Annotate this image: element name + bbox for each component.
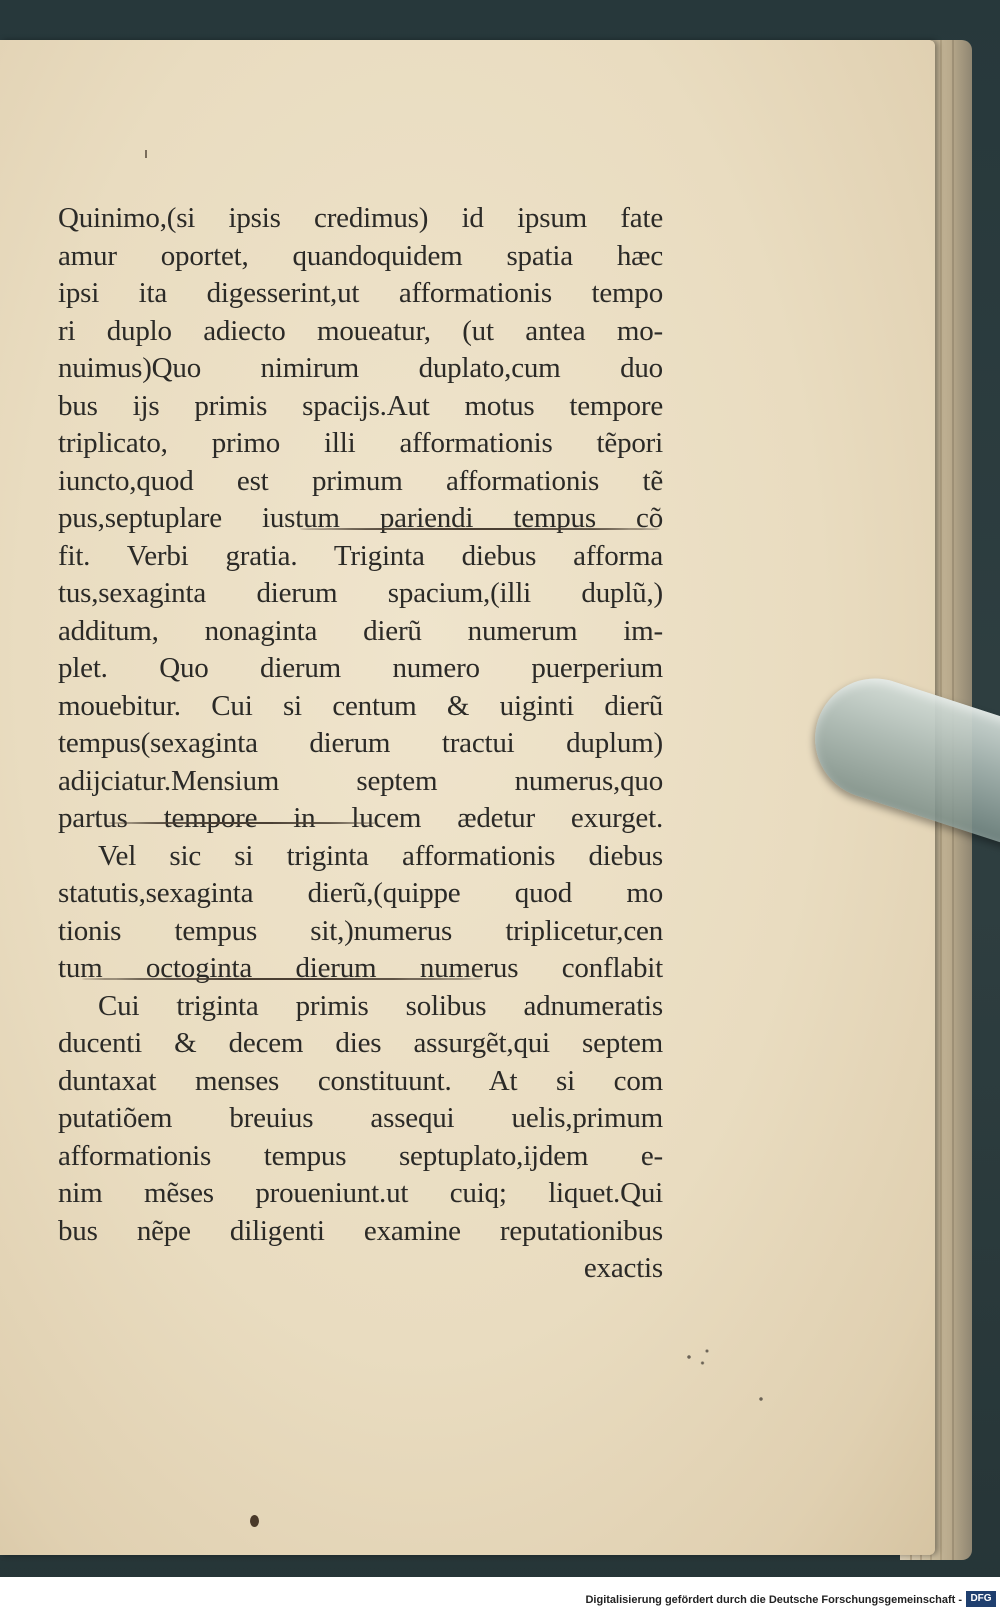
dfg-logo: DFG: [966, 1591, 996, 1607]
text-line: iuncto,quod est primum afformationis tẽ: [58, 464, 663, 497]
ink-spot: [250, 1515, 259, 1527]
text-line: nuimus)Quo nimirum duplato,cum duo: [58, 352, 663, 384]
handwritten-underline: [300, 528, 660, 530]
text-line: adijciatur.Mensium septem numerus,quo: [58, 764, 663, 797]
text-line: putatiõem breuius assequi uelis,primum: [58, 1102, 663, 1134]
text-line: ducenti & decem dies assurgẽt,qui septem: [58, 1027, 663, 1059]
footer-credit: Digitalisierung gefördert durch die Deutsche Forschungsgemeinschaft -: [585, 1594, 962, 1606]
handwritten-underline: [82, 978, 482, 980]
text-line: duntaxat menses constituunt. At si com: [58, 1064, 663, 1097]
text-line: tempus(sexaginta dierum tractui duplum): [58, 727, 663, 759]
text-line: amur oportet, quandoquidem spatia hæc: [58, 239, 663, 272]
handwritten-underline: [108, 822, 378, 824]
text-line: partus tempore in lucem ædetur exurget.: [58, 802, 663, 834]
text-line: plet. Quo dierum numero puerperium: [58, 652, 663, 684]
text-line: statutis,sexaginta dierũ,(quippe quod mo: [58, 877, 663, 909]
text-line: Quinimo,(si ipsis credimus) id ipsum fate: [58, 202, 663, 234]
text-line: fit. Verbi gratia. Triginta diebus afforma: [58, 539, 663, 572]
text-line: ipsi ita digesserint,ut afformationis tempo: [58, 277, 663, 309]
text-line: Vel sic si triginta afformationis diebus: [98, 839, 663, 872]
text-line: tus,sexaginta dierum spacium,(illi duplũ,): [58, 577, 663, 609]
text-line: mouebitur. Cui si centum & uiginti dierũ: [58, 689, 663, 722]
text-line: bus ijs primis spacijs.Aut motus tempore: [58, 389, 663, 422]
catchword: exactis: [583, 1252, 663, 1284]
text-line: bus nẽpe diligenti examine reputationibus: [58, 1214, 663, 1247]
text-line: afformationis tempus septuplato,ijdem e-: [58, 1139, 663, 1172]
text-line: tionis tempus sit,)numerus triplicetur,cen: [58, 914, 663, 947]
text-line: pus,septuplare iustum pariendi tempus cõ: [58, 502, 663, 534]
book-page: [0, 40, 935, 1555]
text-line: tum octoginta dierum numerus conflabit: [58, 952, 663, 984]
text-line: Cui triginta primis solibus adnumeratis: [98, 989, 663, 1022]
text-line: nim mẽses proueniunt.ut cuiq; liquet.Qui: [58, 1177, 663, 1209]
text-line: triplicato, primo illi afformationis tẽpori: [58, 427, 663, 459]
text-line: ri duplo adiecto moueatur, (ut antea mo-: [58, 314, 663, 347]
text-line: additum, nonaginta dierũ numerum im-: [58, 614, 663, 647]
paper-specks: [680, 1345, 770, 1405]
page-mark: [145, 150, 147, 158]
body-text: [58, 200, 663, 1288]
